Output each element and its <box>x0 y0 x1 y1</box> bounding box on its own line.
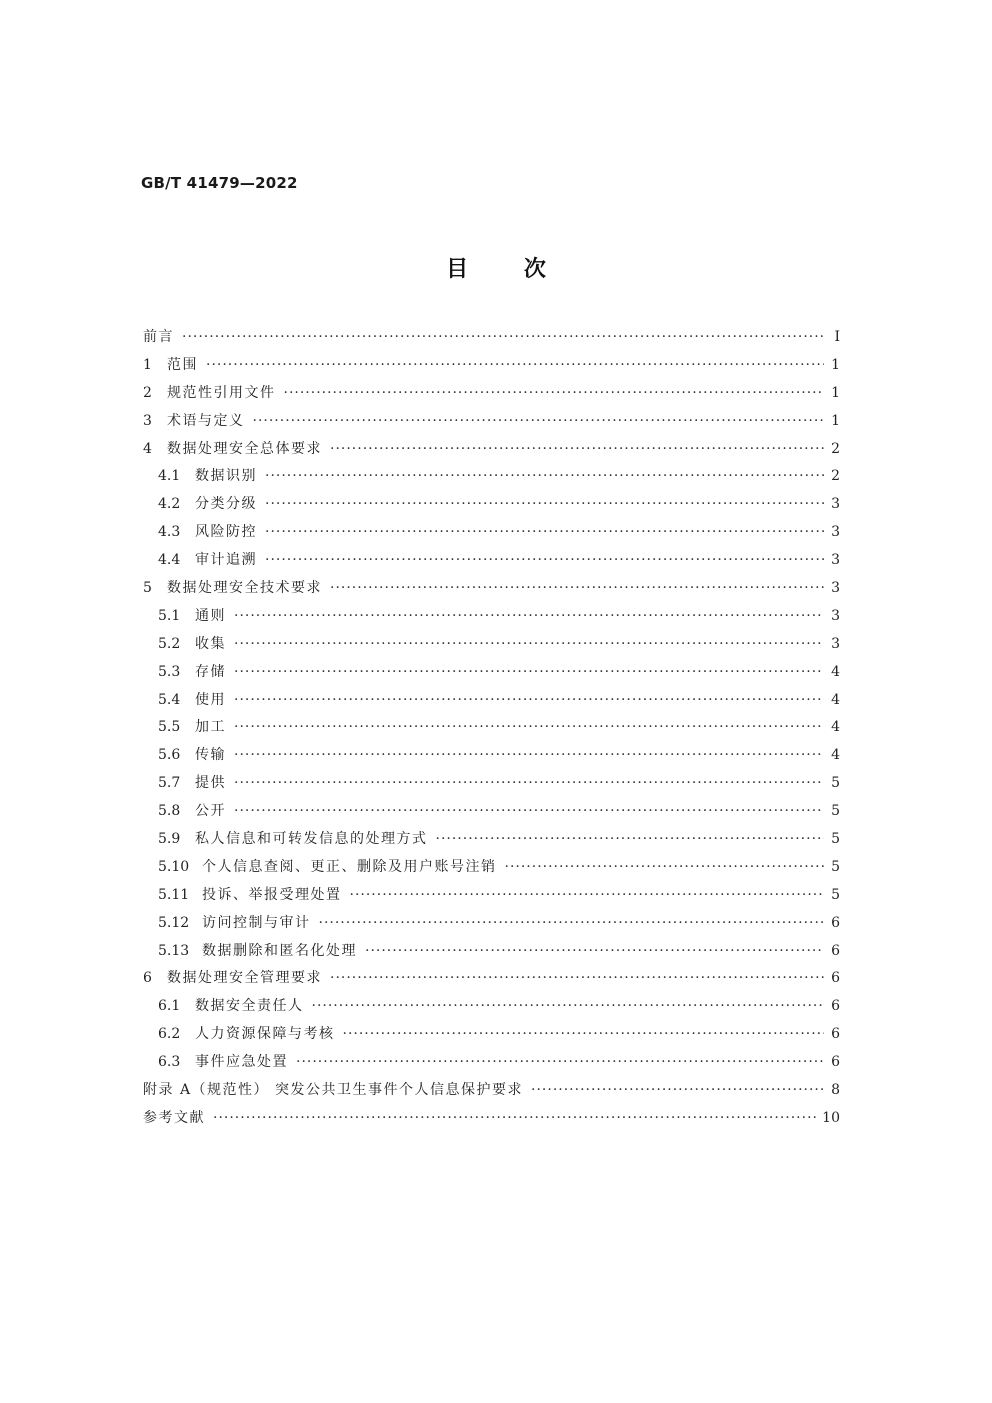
toc-entry-page: 5 <box>831 775 840 792</box>
toc-entry-label: 风险防控 <box>195 524 257 541</box>
toc-dot-leader <box>182 324 824 352</box>
toc-entry-number: 4.4 <box>158 552 181 569</box>
toc-entry-number: 5.6 <box>158 747 181 764</box>
toc-entry-page: 4 <box>831 719 840 736</box>
toc-entry[interactable] <box>143 798 840 826</box>
toc-entry[interactable] <box>143 631 840 659</box>
toc-entry[interactable] <box>143 519 840 547</box>
toc-entry-page: 5 <box>831 803 840 820</box>
toc-dot-leader <box>365 938 824 966</box>
toc-entry-label: 术语与定义 <box>167 412 245 429</box>
toc-entry-label: 传输 <box>195 747 226 764</box>
toc-entry-page: 6 <box>831 998 840 1015</box>
toc-entry-number: 4.3 <box>158 524 181 541</box>
toc-entry[interactable] <box>143 575 840 603</box>
toc-dot-leader <box>234 770 824 798</box>
toc-entry[interactable] <box>143 352 840 380</box>
toc-entry-label: 数据处理安全管理要求 <box>167 970 322 987</box>
toc-dot-leader <box>531 1077 824 1105</box>
toc-entry-label: 通则 <box>195 607 226 624</box>
toc-dot-leader <box>234 687 824 715</box>
toc-entry[interactable] <box>143 882 840 910</box>
toc-entry-label: 数据识别 <box>195 468 257 485</box>
toc-entry-page: 1 <box>831 412 840 429</box>
toc-dot-leader <box>330 575 824 603</box>
toc-dot-leader <box>296 1049 824 1077</box>
toc-entry-page: 3 <box>831 496 840 513</box>
toc-entry[interactable] <box>143 491 840 519</box>
toc-entry-page: 2 <box>831 440 840 457</box>
toc-entry-label: 使用 <box>195 691 226 708</box>
toc-dot-leader <box>265 463 824 491</box>
toc-entry[interactable] <box>143 938 840 966</box>
toc-entry-page: 10 <box>822 1109 840 1126</box>
toc-dot-leader <box>265 519 824 547</box>
toc-entry-label: 前言 <box>143 329 174 345</box>
toc-entry[interactable] <box>143 547 840 575</box>
toc-entry-page: 4 <box>831 747 840 764</box>
toc-entry-label: 数据删除和匿名化处理 <box>202 942 357 959</box>
toc-entry-number: 5.9 <box>158 831 181 848</box>
toc-entry[interactable] <box>143 1049 840 1077</box>
toc-entry-page: 5 <box>831 858 840 875</box>
toc-entry-number: 6.2 <box>158 1026 181 1043</box>
toc-entry-label: 数据处理安全总体要求 <box>167 440 322 457</box>
toc-entry[interactable] <box>143 1021 840 1049</box>
toc-entry-number: 5.5 <box>158 719 181 736</box>
toc-entry-label: 投诉、举报受理处置 <box>202 886 342 903</box>
toc-entry-number: 5.13 <box>158 942 190 959</box>
toc-entry-number: 2 <box>143 384 152 401</box>
toc-entry-number: 5.4 <box>158 691 181 708</box>
toc-entry-number: 5.7 <box>158 775 181 792</box>
toc-dot-leader <box>234 742 824 770</box>
toc-dot-leader <box>234 798 824 826</box>
toc-title: 目 次 <box>446 257 546 282</box>
toc-entry-label: 分类分级 <box>195 496 257 513</box>
toc-entry-page: 3 <box>831 524 840 541</box>
toc-entry[interactable] <box>143 603 840 631</box>
toc-entry-page: 2 <box>831 468 840 485</box>
toc-entry-label: 加工 <box>195 719 226 736</box>
toc-entry-number: 5.11 <box>158 886 190 903</box>
toc-entry-number: 5.10 <box>158 858 190 875</box>
toc-entry-number: 6 <box>143 970 152 987</box>
table-of-contents <box>143 324 840 1133</box>
toc-entry-page: Ⅰ <box>834 329 840 345</box>
toc-dot-leader <box>330 965 824 993</box>
toc-entry-page: 3 <box>831 580 840 597</box>
toc-entry-page: 6 <box>831 942 840 959</box>
toc-entry-number: 4 <box>143 440 152 457</box>
toc-entry-number: 4.2 <box>158 496 181 513</box>
toc-entry-page: 6 <box>831 970 840 987</box>
toc-dot-leader <box>234 631 824 659</box>
toc-entry-page: 3 <box>831 552 840 569</box>
toc-entry[interactable] <box>143 742 840 770</box>
toc-dot-leader <box>265 491 824 519</box>
toc-entry-label: 私人信息和可转发信息的处理方式 <box>195 831 428 848</box>
toc-dot-leader <box>505 854 825 882</box>
toc-entry-label: 规范性引用文件 <box>167 384 276 401</box>
toc-entry-number: 3 <box>143 412 152 429</box>
toc-entry[interactable] <box>143 659 840 687</box>
toc-entry-number: 6.3 <box>158 1054 181 1071</box>
toc-entry-page: 6 <box>831 914 840 931</box>
toc-entry[interactable] <box>143 408 840 436</box>
toc-dot-leader <box>253 408 825 436</box>
toc-entry-label: 收集 <box>195 635 226 652</box>
toc-dot-leader <box>319 910 825 938</box>
toc-entry-page: 6 <box>831 1026 840 1043</box>
toc-dot-leader <box>436 826 825 854</box>
toc-dot-leader <box>206 352 824 380</box>
toc-entry-number: 5.3 <box>158 663 181 680</box>
toc-entry-number: 4.1 <box>158 468 181 485</box>
toc-dot-leader <box>234 603 824 631</box>
toc-entry-page: 5 <box>831 831 840 848</box>
toc-entry-number: 5 <box>143 580 152 597</box>
toc-entry-label: 人力资源保障与考核 <box>195 1026 335 1043</box>
toc-dot-leader <box>343 1021 825 1049</box>
toc-entry-page: 4 <box>831 663 840 680</box>
toc-entry-number: 5.1 <box>158 607 181 624</box>
toc-entry[interactable] <box>143 436 840 464</box>
toc-entry-label: 参考文献 <box>143 1109 205 1126</box>
toc-entry-label: 个人信息查阅、更正、删除及用户账号注销 <box>202 858 497 875</box>
toc-entry-number: 5.12 <box>158 914 190 931</box>
toc-entry[interactable] <box>143 463 840 491</box>
toc-dot-leader <box>234 659 824 687</box>
toc-entry-page: 3 <box>831 607 840 624</box>
toc-entry[interactable] <box>143 770 840 798</box>
toc-entry[interactable] <box>143 910 840 938</box>
toc-entry[interactable] <box>143 1105 840 1133</box>
toc-dot-leader <box>350 882 825 910</box>
toc-dot-leader <box>234 714 824 742</box>
toc-entry[interactable] <box>143 965 840 993</box>
toc-entry-page: 1 <box>831 384 840 401</box>
toc-dot-leader <box>265 547 824 575</box>
toc-entry[interactable] <box>143 324 840 352</box>
toc-entry-number: 5.8 <box>158 803 181 820</box>
toc-dot-leader <box>330 436 824 464</box>
toc-entry-page: 4 <box>831 691 840 708</box>
toc-entry-label: 审计追溯 <box>195 552 257 569</box>
toc-entry-number: 5.2 <box>158 635 181 652</box>
standard-code: GB/T 41479—2022 <box>141 174 298 192</box>
toc-entry-page: 6 <box>831 1054 840 1071</box>
toc-dot-leader <box>213 1105 816 1133</box>
toc-dot-leader <box>284 380 825 408</box>
toc-entry[interactable] <box>143 380 840 408</box>
toc-entry-label: 范围 <box>167 356 198 373</box>
toc-entry-label: 事件应急处置 <box>195 1054 288 1071</box>
toc-entry[interactable] <box>143 854 840 882</box>
toc-entry-page: 3 <box>831 635 840 652</box>
toc-entry[interactable] <box>143 714 840 742</box>
toc-entry-label: 附录 A（规范性） 突发公共卫生事件个人信息保护要求 <box>143 1082 524 1099</box>
toc-entry[interactable] <box>143 826 840 854</box>
toc-entry-number: 6.1 <box>158 998 181 1015</box>
toc-entry-label: 数据处理安全技术要求 <box>167 580 322 597</box>
toc-entry-label: 提供 <box>195 775 226 792</box>
toc-entry[interactable] <box>143 993 840 1021</box>
toc-entry-label: 数据安全责任人 <box>195 998 304 1015</box>
toc-entry-page: 1 <box>831 356 840 373</box>
toc-entry-label: 访问控制与审计 <box>202 914 311 931</box>
toc-entry-page: 5 <box>831 886 840 903</box>
toc-entry[interactable] <box>143 1077 840 1105</box>
toc-entry[interactable] <box>143 687 840 715</box>
toc-dot-leader <box>312 993 825 1021</box>
toc-entry-label: 存储 <box>195 663 226 680</box>
toc-entry-number: 1 <box>143 356 152 373</box>
toc-entry-page: 8 <box>831 1082 840 1099</box>
toc-entry-label: 公开 <box>195 803 226 820</box>
